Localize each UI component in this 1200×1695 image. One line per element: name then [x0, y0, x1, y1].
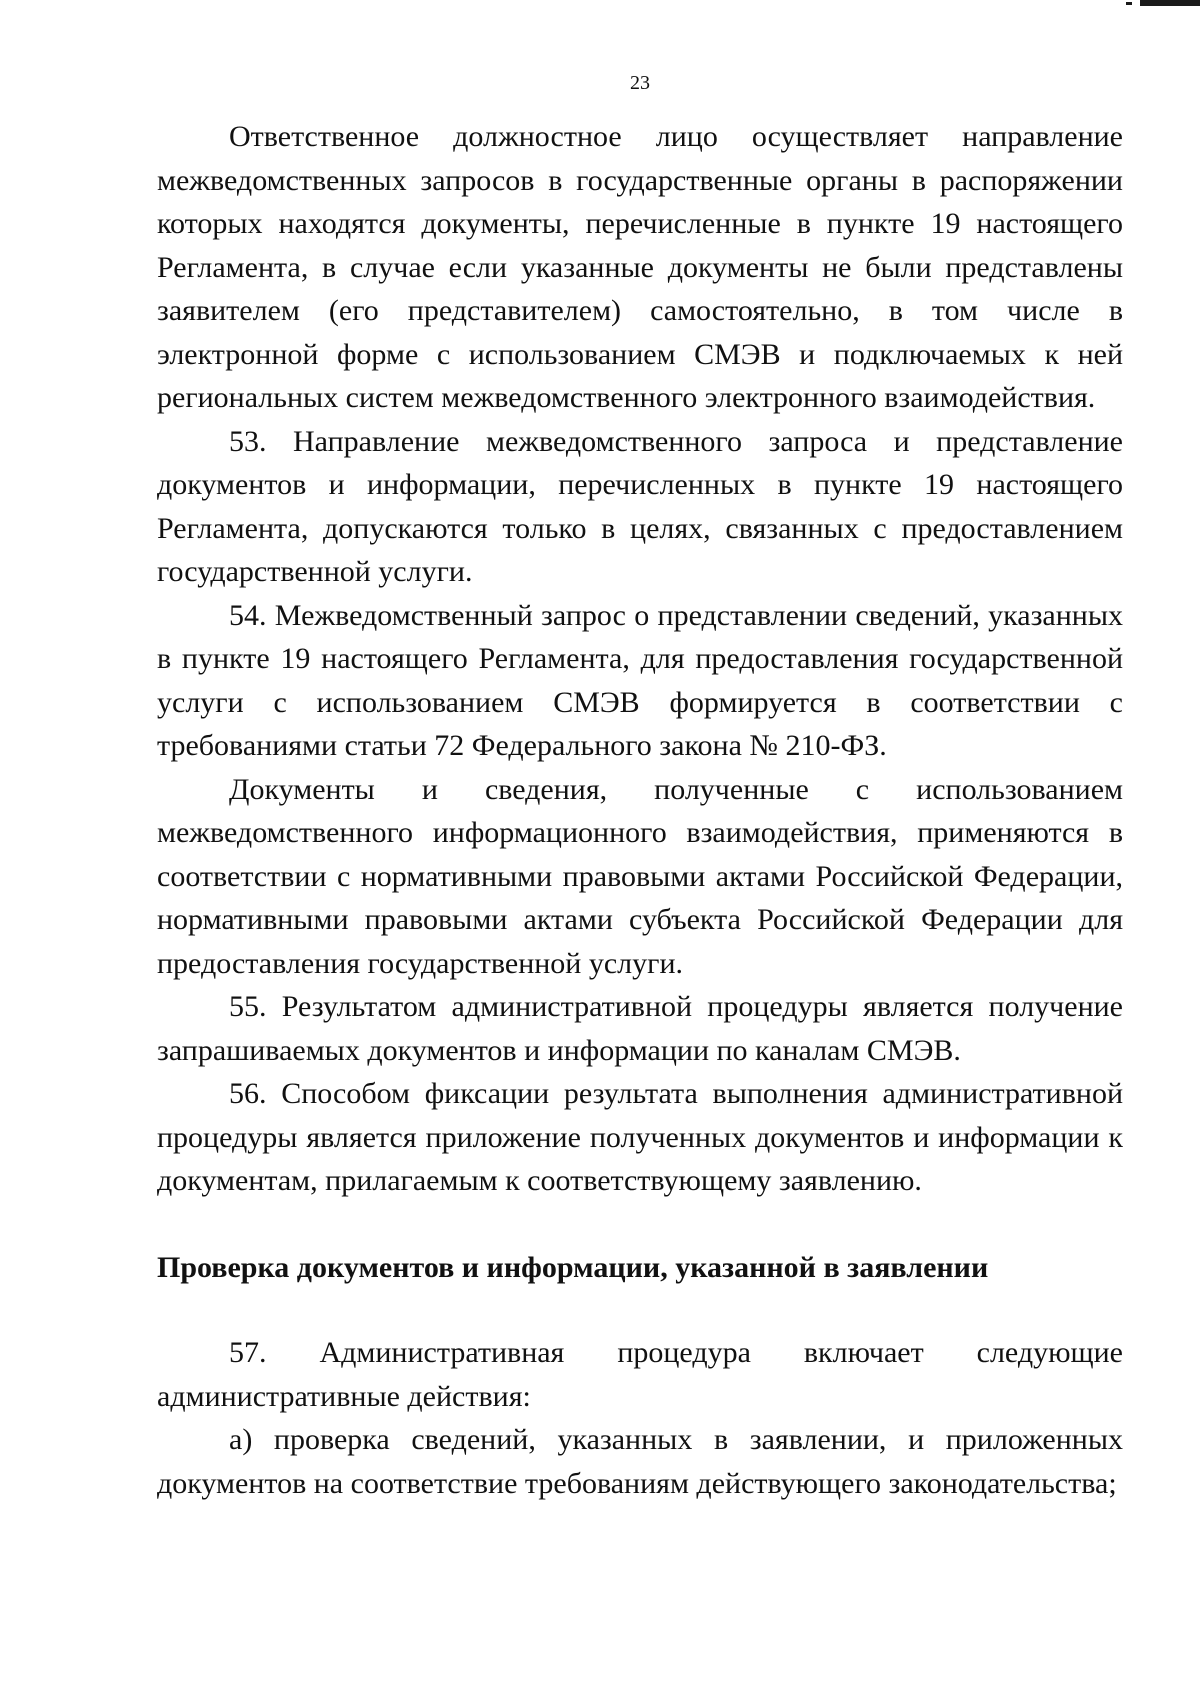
paragraph-55: 55. Результатом административной процедуры является получение запрашиваемых документов и информации по каналам СМЭВ.	[157, 990, 1123, 1067]
paragraph-responsible-official: Ответственное должностное лицо осуществляет направление межведомственных запросов в государственные органы в распоряжении которых находятся документы, перечисленные в пункте 19 настоящего Регламента, в случае если указанные документы не были представлены заявителем (его представителем) самостоятельно, в том числе в электронной форме с использованием СМЭВ и подключаемых к ней региональных систем межведомственного электронного взаимодействия.	[157, 120, 1123, 414]
paragraph-57-a: а) проверка сведений, указанных в заявлении, и приложенных документов на соответствие требованиям действующего законодательства;	[157, 1423, 1123, 1500]
paragraph-56: 56. Способом фиксации результата выполнения административной процедуры является приложение полученных документов и информации к документам, прилагаемым к соответствующему заявлению.	[157, 1077, 1123, 1197]
paragraph-54: 54. Межведомственный запрос о представлении сведений, указанных в пункте 19 настоящего Регламента, для предоставления государственной услуги с использованием СМЭВ формируется в соответствии с требованиями статьи 72 Федерального закона № 210-ФЗ.	[157, 598, 1123, 762]
document-body	[157, 115, 1123, 1505]
scan-artifact	[1126, 2, 1132, 5]
paragraph-57: 57. Административная процедура включает следующие административные действия:	[157, 1336, 1123, 1413]
page-number: 23	[630, 72, 650, 94]
section-heading: Проверка документов и информации, указанной в заявлении	[157, 1250, 989, 1284]
paragraph-53: 53. Направление межведомственного запроса и представление документов и информации, перечисленных в пункте 19 настоящего Регламента, допускаются только в целях, связанных с предоставлением государственной услуги.	[157, 424, 1123, 588]
scan-artifact	[1140, 0, 1200, 6]
paragraph-documents-and-info: Документы и сведения, полученные с использованием межведомственного информационного взаимодействия, применяются в соответствии с нормативными правовыми актами Российской Федерации, нормативными правовыми актами субъекта Российской Федерации для предоставления государственной услуги.	[157, 772, 1123, 980]
